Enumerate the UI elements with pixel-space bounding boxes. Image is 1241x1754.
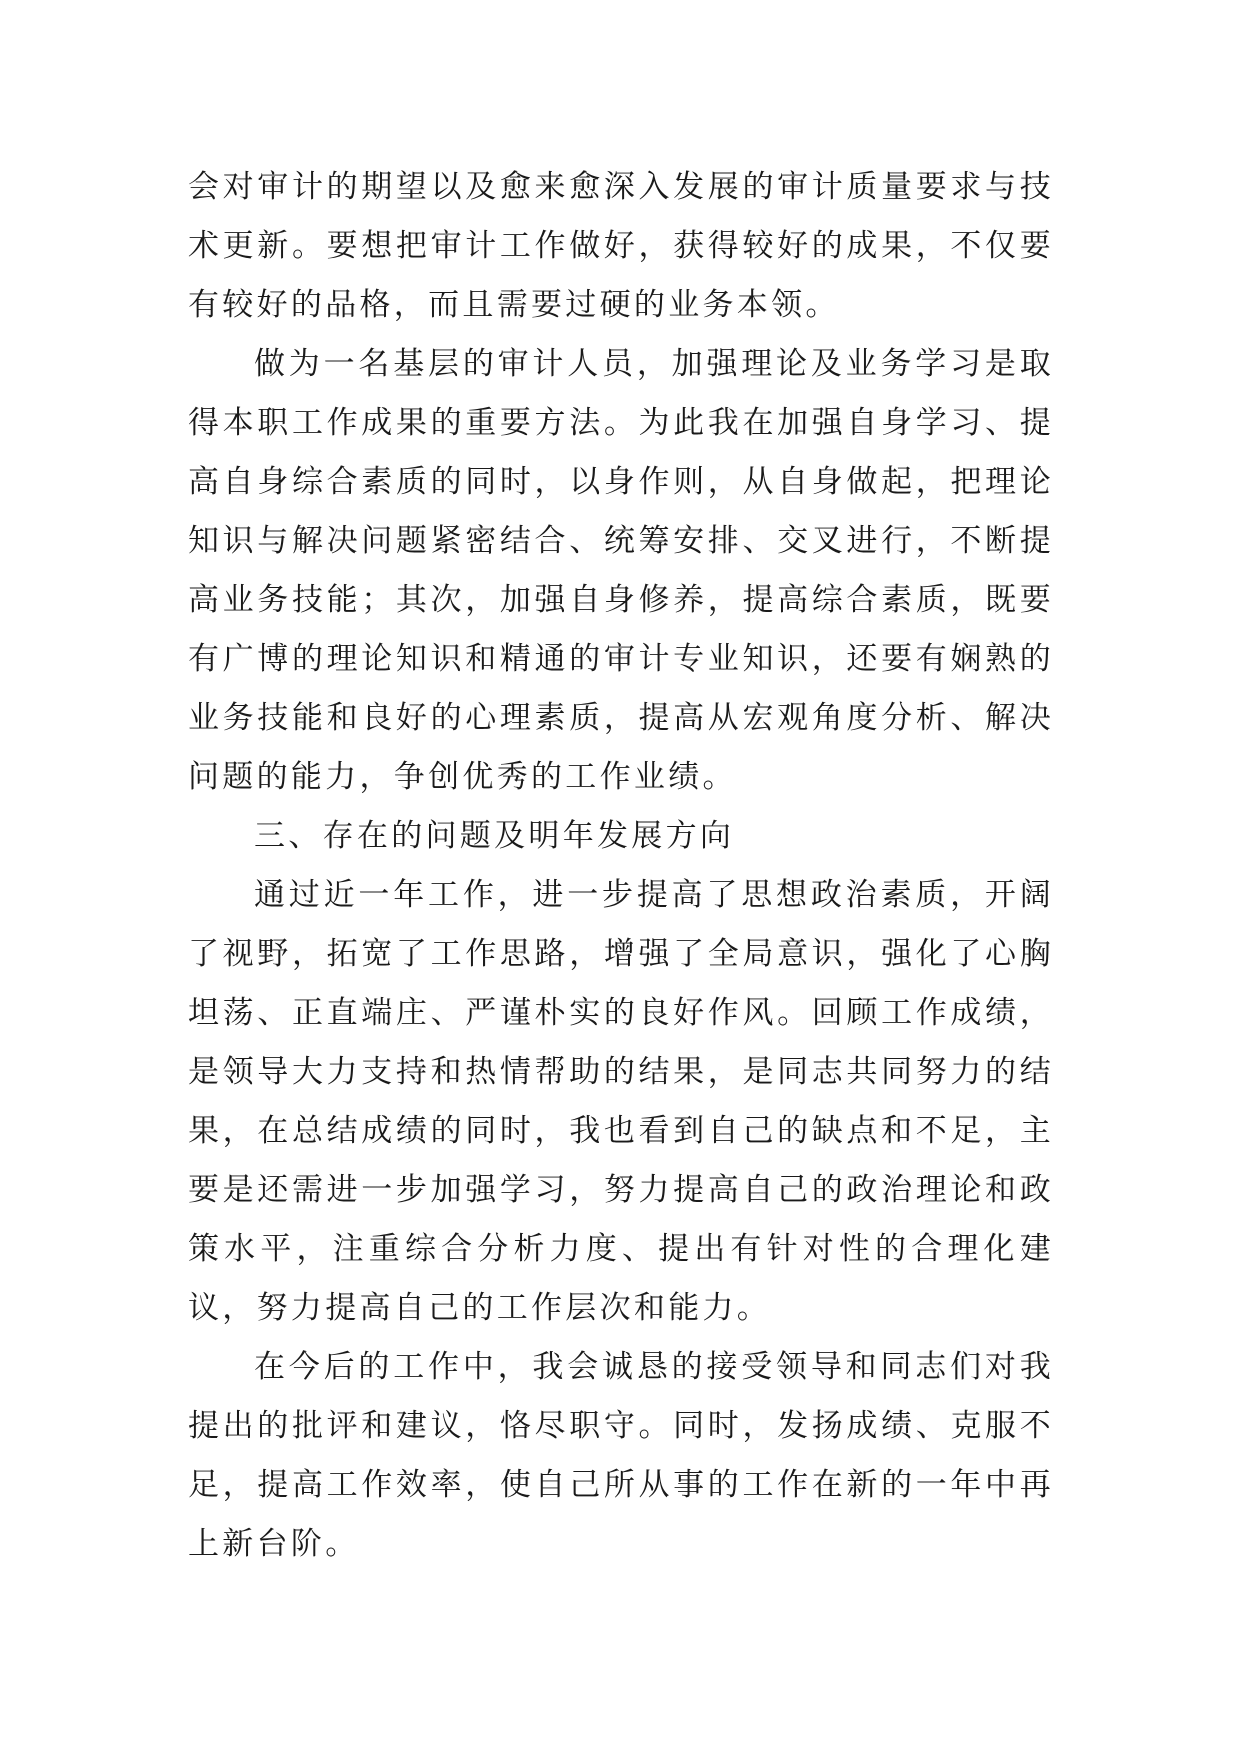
paragraph-review: 通过近一年工作，进一步提高了思想政治素质，开阔了视野，拓宽了工作思路，增强了全局意识，强化了心胸坦荡、正直端庄、严谨朴实的良好作风。回顾工作成绩，是领导大力支持和热情帮助的结果，是同志共同努力的结果，在总结成绩的同时，我也看到自己的缺点和不足，主要是还需进一步加强学习，努力提高自己的政治理论和政策水平，注重综合分析力度、提出有针对性的合理化建议，努力提高自己的工作层次和能力。 [188,877,1054,1326]
paragraph-study: 做为一名基层的审计人员，加强理论及业务学习是取得本职工作成果的重要方法。为此我在加强自身学习、提高自身综合素质的同时，以身作则，从自身做起，把理论知识与解决问题紧密结合、统筹安排、交叉进行，不断提高业务技能；其次，加强自身修养，提高综合素质，既要有广博的理论知识和精通的审计专业知识，还要有娴熟的业务技能和良好的心理素质，提高从宏观角度分析、解决问题的能力，争创优秀的工作业绩。 [188,346,1054,795]
paragraph-future: 在今后的工作中，我会诚恳的接受领导和同志们对我提出的批评和建议，恪尽职守。同时，发扬成绩、克服不足，提高工作效率，使自己所从事的工作在新的一年中再上新台阶。 [188,1349,1054,1562]
document-body [188,158,1054,1574]
paragraph-continuation: 会对审计的期望以及愈来愈深入发展的审计质量要求与技术更新。要想把审计工作做好，获得较好的成果，不仅要有较好的品格，而且需要过硬的业务本领。 [188,169,1054,323]
section-heading: 三、存在的问题及明年发展方向 [254,818,735,854]
